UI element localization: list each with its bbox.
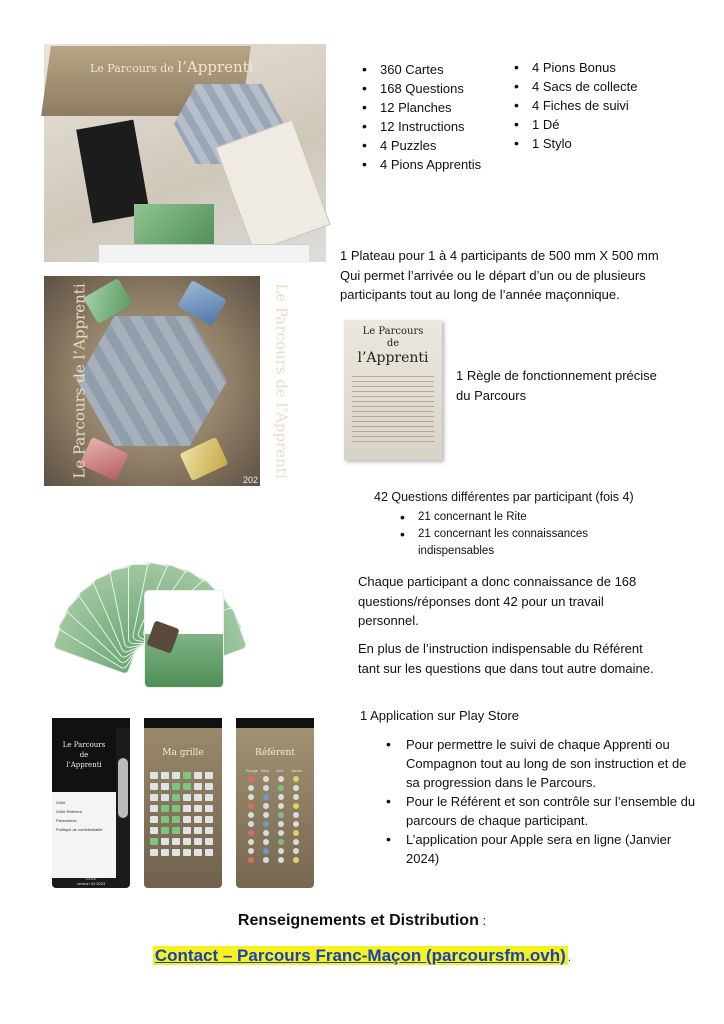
referent-dot[interactable] (263, 812, 269, 818)
referent-dot[interactable] (293, 830, 299, 836)
referent-dot[interactable] (263, 803, 269, 809)
referent-dot[interactable] (278, 830, 284, 836)
grid-cell[interactable] (183, 849, 191, 856)
green-cards-stack (134, 204, 214, 249)
grid-cell[interactable] (194, 783, 202, 790)
grid-cell[interactable] (161, 816, 169, 823)
referent-dot[interactable] (248, 857, 254, 863)
grid-cell[interactable] (150, 838, 158, 845)
referent-dot[interactable] (248, 776, 254, 782)
referent-dot[interactable] (293, 785, 299, 791)
app-feature-item: • Pour permettre le suivi de chaque Apprenti ou Compagnon tout au long de son instruction et de sa progression dans le Parcours. (384, 735, 696, 792)
referent-dot[interactable] (263, 821, 269, 827)
grid-cell[interactable] (205, 772, 213, 779)
grid-cell[interactable] (150, 783, 158, 790)
grid-cell[interactable] (161, 827, 169, 834)
referent-dot[interactable] (263, 830, 269, 836)
referent-dot[interactable] (278, 839, 284, 845)
grid-cell[interactable] (172, 794, 180, 801)
referent-dot[interactable] (278, 794, 284, 800)
phone-grid-screen (144, 718, 222, 888)
referent-dot[interactable] (293, 776, 299, 782)
grid-cell[interactable] (161, 772, 169, 779)
grid-cell[interactable] (194, 794, 202, 801)
grid-cell[interactable] (172, 805, 180, 812)
regle-description: 1 Règle de fonctionnement précise du Parcours (456, 368, 657, 403)
component-item: • 1 Dé (512, 115, 662, 134)
grid-cell[interactable] (161, 794, 169, 801)
referent-dot[interactable] (278, 821, 284, 827)
menu-items (56, 798, 116, 834)
component-item: • 4 Fiches de suivi (512, 96, 662, 115)
referent-dot[interactable] (293, 803, 299, 809)
phone-menu-screen (52, 718, 130, 888)
referent-dot[interactable] (248, 848, 254, 854)
referent-dot[interactable] (248, 785, 254, 791)
referent-dot[interactable] (293, 857, 299, 863)
grid-cell[interactable] (172, 838, 180, 845)
component-item: • 4 Puzzles (360, 136, 510, 155)
referent-dot[interactable] (263, 785, 269, 791)
grid-cell[interactable] (172, 816, 180, 823)
referent-dot[interactable] (278, 785, 284, 791)
grid-cell[interactable] (205, 794, 213, 801)
referent-dot[interactable] (278, 803, 284, 809)
rule-booklet-title: Le Parcours de l’Apprenti (357, 326, 429, 366)
grid-cell[interactable] (205, 816, 213, 823)
question-item: • 21 concernant le Rite (394, 509, 624, 526)
grid-cells (150, 772, 216, 862)
referent-dot[interactable] (248, 821, 254, 827)
referent-title: Référent (255, 748, 295, 758)
referent-dot[interactable] (293, 812, 299, 818)
grid-cell[interactable] (183, 783, 191, 790)
referent-dot[interactable] (293, 839, 299, 845)
grid-cell[interactable] (172, 783, 180, 790)
menu-scroll-handle[interactable] (118, 758, 128, 818)
referent-columns: Rouge Bleu Vert Jaune (246, 768, 302, 773)
grid-cell[interactable] (150, 805, 158, 812)
referent-dot[interactable] (248, 794, 254, 800)
grid-cell[interactable] (183, 838, 191, 845)
referent-dot[interactable] (248, 839, 254, 845)
referent-dot[interactable] (263, 839, 269, 845)
grid-cell[interactable] (183, 816, 191, 823)
referent-dot[interactable] (248, 812, 254, 818)
footer-contact: Contact – Parcours Franc-Maçon (parcoursfm.ovh) . (154, 946, 572, 965)
grid-cell[interactable] (150, 849, 158, 856)
component-item: • 12 Instructions (360, 117, 510, 136)
grid-cell[interactable] (172, 827, 180, 834)
menu-item-grille[interactable]: Grille (56, 800, 66, 805)
plateau-description: 1 Plateau pour 1 à 4 participants de 500 mm X 500 mm Qui permet l’arrivée ou le départ d’un ou de plusieurs participants tout au long de l’année maçonnique. (340, 248, 659, 302)
grid-cell[interactable] (161, 805, 169, 812)
game-box-photo (44, 44, 326, 262)
grid-cell[interactable] (150, 794, 158, 801)
grid-cell[interactable] (194, 849, 202, 856)
grid-cell[interactable] (194, 772, 202, 779)
referent-dot[interactable] (278, 857, 284, 863)
box-lid-title: Le Parcours de l’Apprenti (90, 58, 254, 76)
menu-item-politique[interactable]: Politique de confidentialité (56, 827, 103, 832)
footer-heading: Renseignements et Distribution : (237, 912, 487, 929)
referent-dots (246, 776, 310, 866)
component-item: • 4 Sacs de collecte (512, 77, 662, 96)
grid-cell[interactable] (161, 838, 169, 845)
grid-cell[interactable] (172, 772, 180, 779)
grid-cell[interactable] (150, 816, 158, 823)
referent-dot[interactable] (248, 803, 254, 809)
referent-dot[interactable] (263, 794, 269, 800)
components-list-right (512, 58, 662, 153)
grid-cell[interactable] (205, 805, 213, 812)
component-item: • 12 Planches (360, 98, 510, 117)
board-title-left: Le Parcours de l’Apprenti (70, 283, 89, 479)
component-item: • 1 Stylo (512, 134, 662, 153)
component-item: • 4 Pions Bonus (512, 58, 662, 77)
referent-dot[interactable] (278, 812, 284, 818)
menu-item-parametres[interactable]: Paramètres (56, 818, 77, 823)
grid-cell[interactable] (161, 849, 169, 856)
grid-cell[interactable] (161, 783, 169, 790)
referent-dot[interactable] (248, 830, 254, 836)
grid-title: Ma grille (162, 748, 204, 758)
referent-dot[interactable] (263, 848, 269, 854)
referent-paragraph: En plus de l’instruction indispensable du Référent tant sur les questions que dans tout autre domaine. (358, 641, 654, 676)
menu-footer: GLRE version 02.2023 (76, 876, 106, 886)
app-heading: 1 Application sur Play Store (360, 708, 519, 723)
phone-referent-screen (236, 718, 314, 888)
grid-cell[interactable] (183, 827, 191, 834)
grid-cell[interactable] (150, 772, 158, 779)
components-list-left (360, 60, 510, 174)
game-board-photo (44, 276, 291, 486)
contact-link[interactable]: Contact – Parcours Franc-Maçon (parcoursfm.ovh) (154, 946, 566, 965)
app-feature-item: • Pour le Référent et son contrôle sur l’ensemble du parcours de chaque participant. (384, 792, 696, 830)
referent-dot[interactable] (293, 794, 299, 800)
grid-cell[interactable] (183, 772, 191, 779)
referent-dot[interactable] (263, 776, 269, 782)
grid-cell[interactable] (194, 805, 202, 812)
board-hex-grid (77, 316, 227, 446)
referent-dot[interactable] (263, 857, 269, 863)
component-item: • 360 Cartes (360, 60, 510, 79)
board-year: 202 (242, 475, 258, 485)
grid-cell[interactable] (205, 827, 213, 834)
referent-dot[interactable] (278, 776, 284, 782)
grid-cell[interactable] (205, 783, 213, 790)
rule-booklet-photo (344, 320, 442, 460)
question-cards-photo (40, 504, 260, 694)
grid-cell[interactable] (150, 827, 158, 834)
questions-heading: 42 Questions différentes par participant (fois 4) (374, 490, 634, 504)
menu-header: Le Parcours de l’Apprenti (52, 728, 116, 792)
grid-cell[interactable] (194, 816, 202, 823)
component-item: • 168 Questions (360, 79, 510, 98)
referent-dot[interactable] (293, 848, 299, 854)
grid-cell[interactable] (205, 838, 213, 845)
question-item: • 21 concernant les connaissances indispensables (394, 526, 624, 560)
rule-booklet-body (352, 376, 434, 442)
grid-cell[interactable] (172, 849, 180, 856)
questions-list (394, 509, 624, 560)
grid-cell[interactable] (205, 849, 213, 856)
app-feature-item: • L’application pour Apple sera en ligne (Janvier 2024) (384, 830, 696, 868)
participant-paragraph: Chaque participant a donc connaissance de 168 questions/réponses dont 42 pour un travail personnel. (358, 574, 637, 628)
grid-cell[interactable] (194, 838, 202, 845)
board-title-right: Le Parcours de l’Apprenti (272, 283, 291, 479)
grid-cell[interactable] (183, 794, 191, 801)
component-item: • 4 Pions Apprentis (360, 155, 510, 174)
grid-cell[interactable] (183, 805, 191, 812)
referent-dot[interactable] (278, 848, 284, 854)
box-tray (99, 244, 309, 263)
grid-cell[interactable] (194, 827, 202, 834)
app-features-list (384, 735, 696, 868)
menu-item-grille-referent[interactable]: Grille Référent (56, 809, 82, 814)
referent-dot[interactable] (293, 821, 299, 827)
